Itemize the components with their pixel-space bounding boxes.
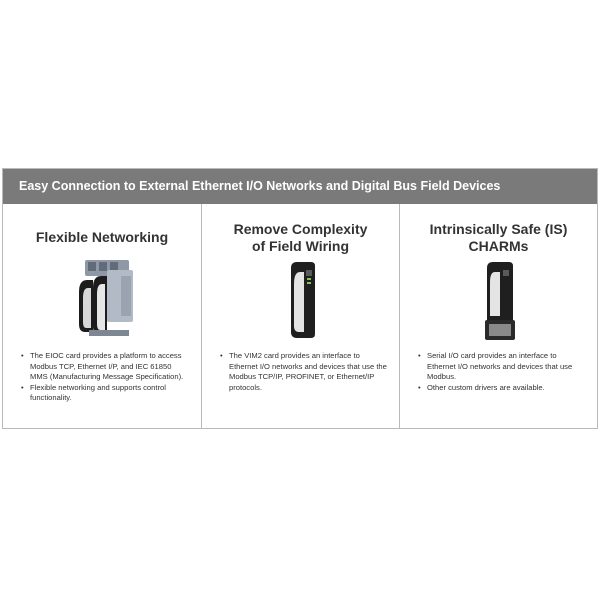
serial-io-card-device-image bbox=[481, 258, 517, 342]
feature-column-flexible-networking bbox=[3, 204, 201, 428]
bullet-list bbox=[21, 351, 191, 404]
bullet-item: • Other custom drivers are available. bbox=[418, 383, 587, 394]
column-title-line: Flexible Networking bbox=[35, 229, 169, 245]
panel-banner: Easy Connection to External Ethernet I/O Networks and Digital Bus Field Devices bbox=[3, 169, 597, 204]
column-title bbox=[400, 221, 597, 255]
feature-columns bbox=[3, 204, 597, 428]
column-title bbox=[202, 221, 399, 255]
eioc-card-device-image bbox=[77, 258, 135, 338]
feature-column-intrinsically-safe bbox=[399, 204, 597, 428]
column-title bbox=[3, 229, 201, 246]
column-title-line: Remove Complexity bbox=[233, 221, 368, 237]
bullet-item: • The VIM2 card provides an interface to Ethernet I/O networks and devices that use the Modbus TCP/IP, PROFINET, or Ethernet/IP protocols. bbox=[220, 351, 389, 393]
bullet-list bbox=[418, 351, 587, 393]
bullet-item: • Serial I/O card provides an interface to Ethernet I/O networks and devices that use Modbus. bbox=[418, 351, 587, 383]
column-title-line: of Field Wiring bbox=[251, 238, 350, 254]
column-title-line: Intrinsically Safe (IS) bbox=[429, 221, 568, 237]
bullet-list bbox=[220, 351, 389, 393]
bullet-item: • The EIOC card provides a platform to access Modbus TCP, Ethernet I/P, and IEC 61850 MMS (Manufacturing Message Specification). bbox=[21, 351, 191, 383]
vim2-card-device-image bbox=[287, 260, 317, 340]
column-title-line: CHARMs bbox=[468, 238, 529, 254]
bullet-item: • Flexible networking and supports control functionality. bbox=[21, 383, 191, 404]
feature-column-remove-complexity bbox=[201, 204, 399, 428]
feature-panel bbox=[2, 168, 598, 429]
